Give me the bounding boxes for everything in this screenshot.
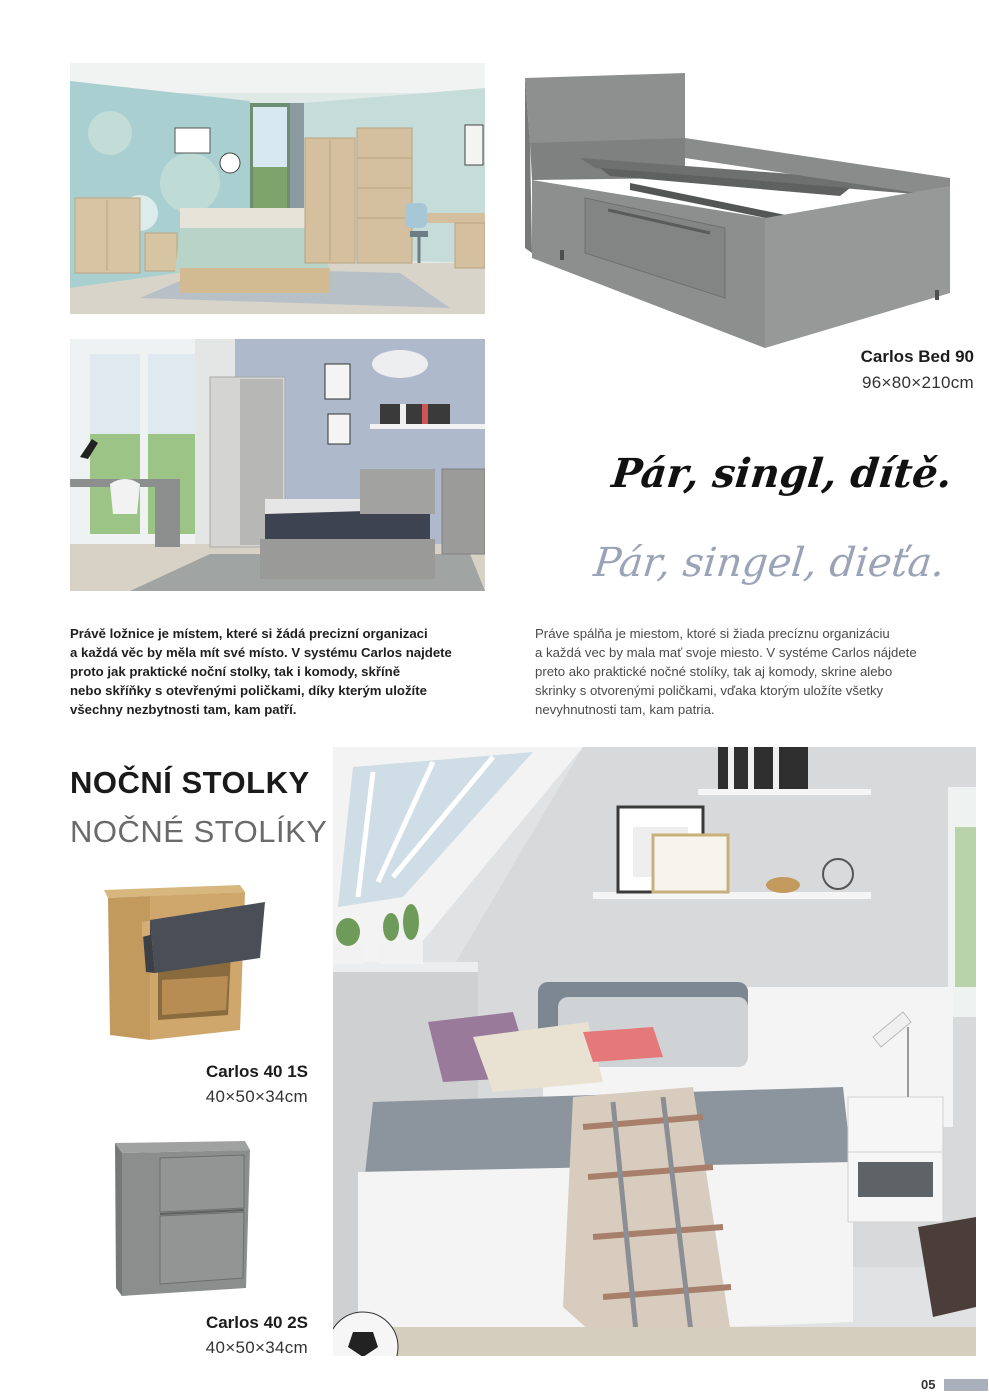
nightstand-2s-dimensions: 40×50×34cm [205, 1338, 308, 1357]
intro-sk-line: skrinky s otvorenými poličkami, vďaka ktorým uložíte všetky [535, 683, 884, 698]
nightstand-1s-dimensions: 40×50×34cm [205, 1087, 308, 1106]
intro-paragraph-cz [70, 624, 510, 719]
slogan-cz: Pár, singl, dítě. [609, 450, 955, 497]
page-number: 05 [921, 1377, 936, 1392]
carlos-40-2s-image [110, 1138, 252, 1300]
nightstand-1s-name: Carlos 40 1S [205, 1062, 308, 1081]
grey-bedroom-photo [70, 339, 485, 591]
section-title-cz: NOČNÍ STOLKY [70, 765, 310, 800]
intro-cz-line: a každá věc by měla mít své místo. V systému Carlos najdete [70, 645, 452, 660]
nightstand-2s-name: Carlos 40 2S [205, 1313, 308, 1332]
carlos-40-1s-image [100, 880, 270, 1045]
intro-cz-line: všechny nezbytnosti tam, kam patří. [70, 702, 297, 717]
page-number-bar [944, 1379, 988, 1391]
intro-cz-line: proto jak praktické noční stolky, tak i komody, skříně [70, 664, 401, 679]
intro-sk-line: Práve spálňa je miestom, ktoré si žiada precíznu organizáciu [535, 626, 890, 641]
attic-bedroom-photo [333, 747, 976, 1356]
intro-sk-line: a každá vec by mala mať svoje miesto. V systéme Carlos nájdete [535, 645, 917, 660]
kids-room-photo [70, 63, 485, 314]
intro-sk-line: nevyhnutnosti tam, kam patria. [535, 702, 715, 717]
bed-product-name: Carlos Bed 90 [860, 347, 974, 366]
intro-sk-line: preto ako praktické nočné stolíky, tak aj komody, skrine alebo [535, 664, 893, 679]
intro-cz-line: nebo skříňky s otevřenými poličkami, díky kterým uložíte [70, 683, 427, 698]
bed-product-dimensions: 96×80×210cm [862, 373, 974, 392]
section-title-sk: NOČNÉ STOLÍKY [70, 814, 328, 849]
slogan-sk: Pár, singel, dieťa. [591, 540, 947, 586]
intro-paragraph-sk [535, 624, 975, 719]
carlos-bed-90-image [520, 68, 955, 348]
intro-cz-line: Právě ložnice je místem, které si žádá precizní organizaci [70, 626, 428, 641]
